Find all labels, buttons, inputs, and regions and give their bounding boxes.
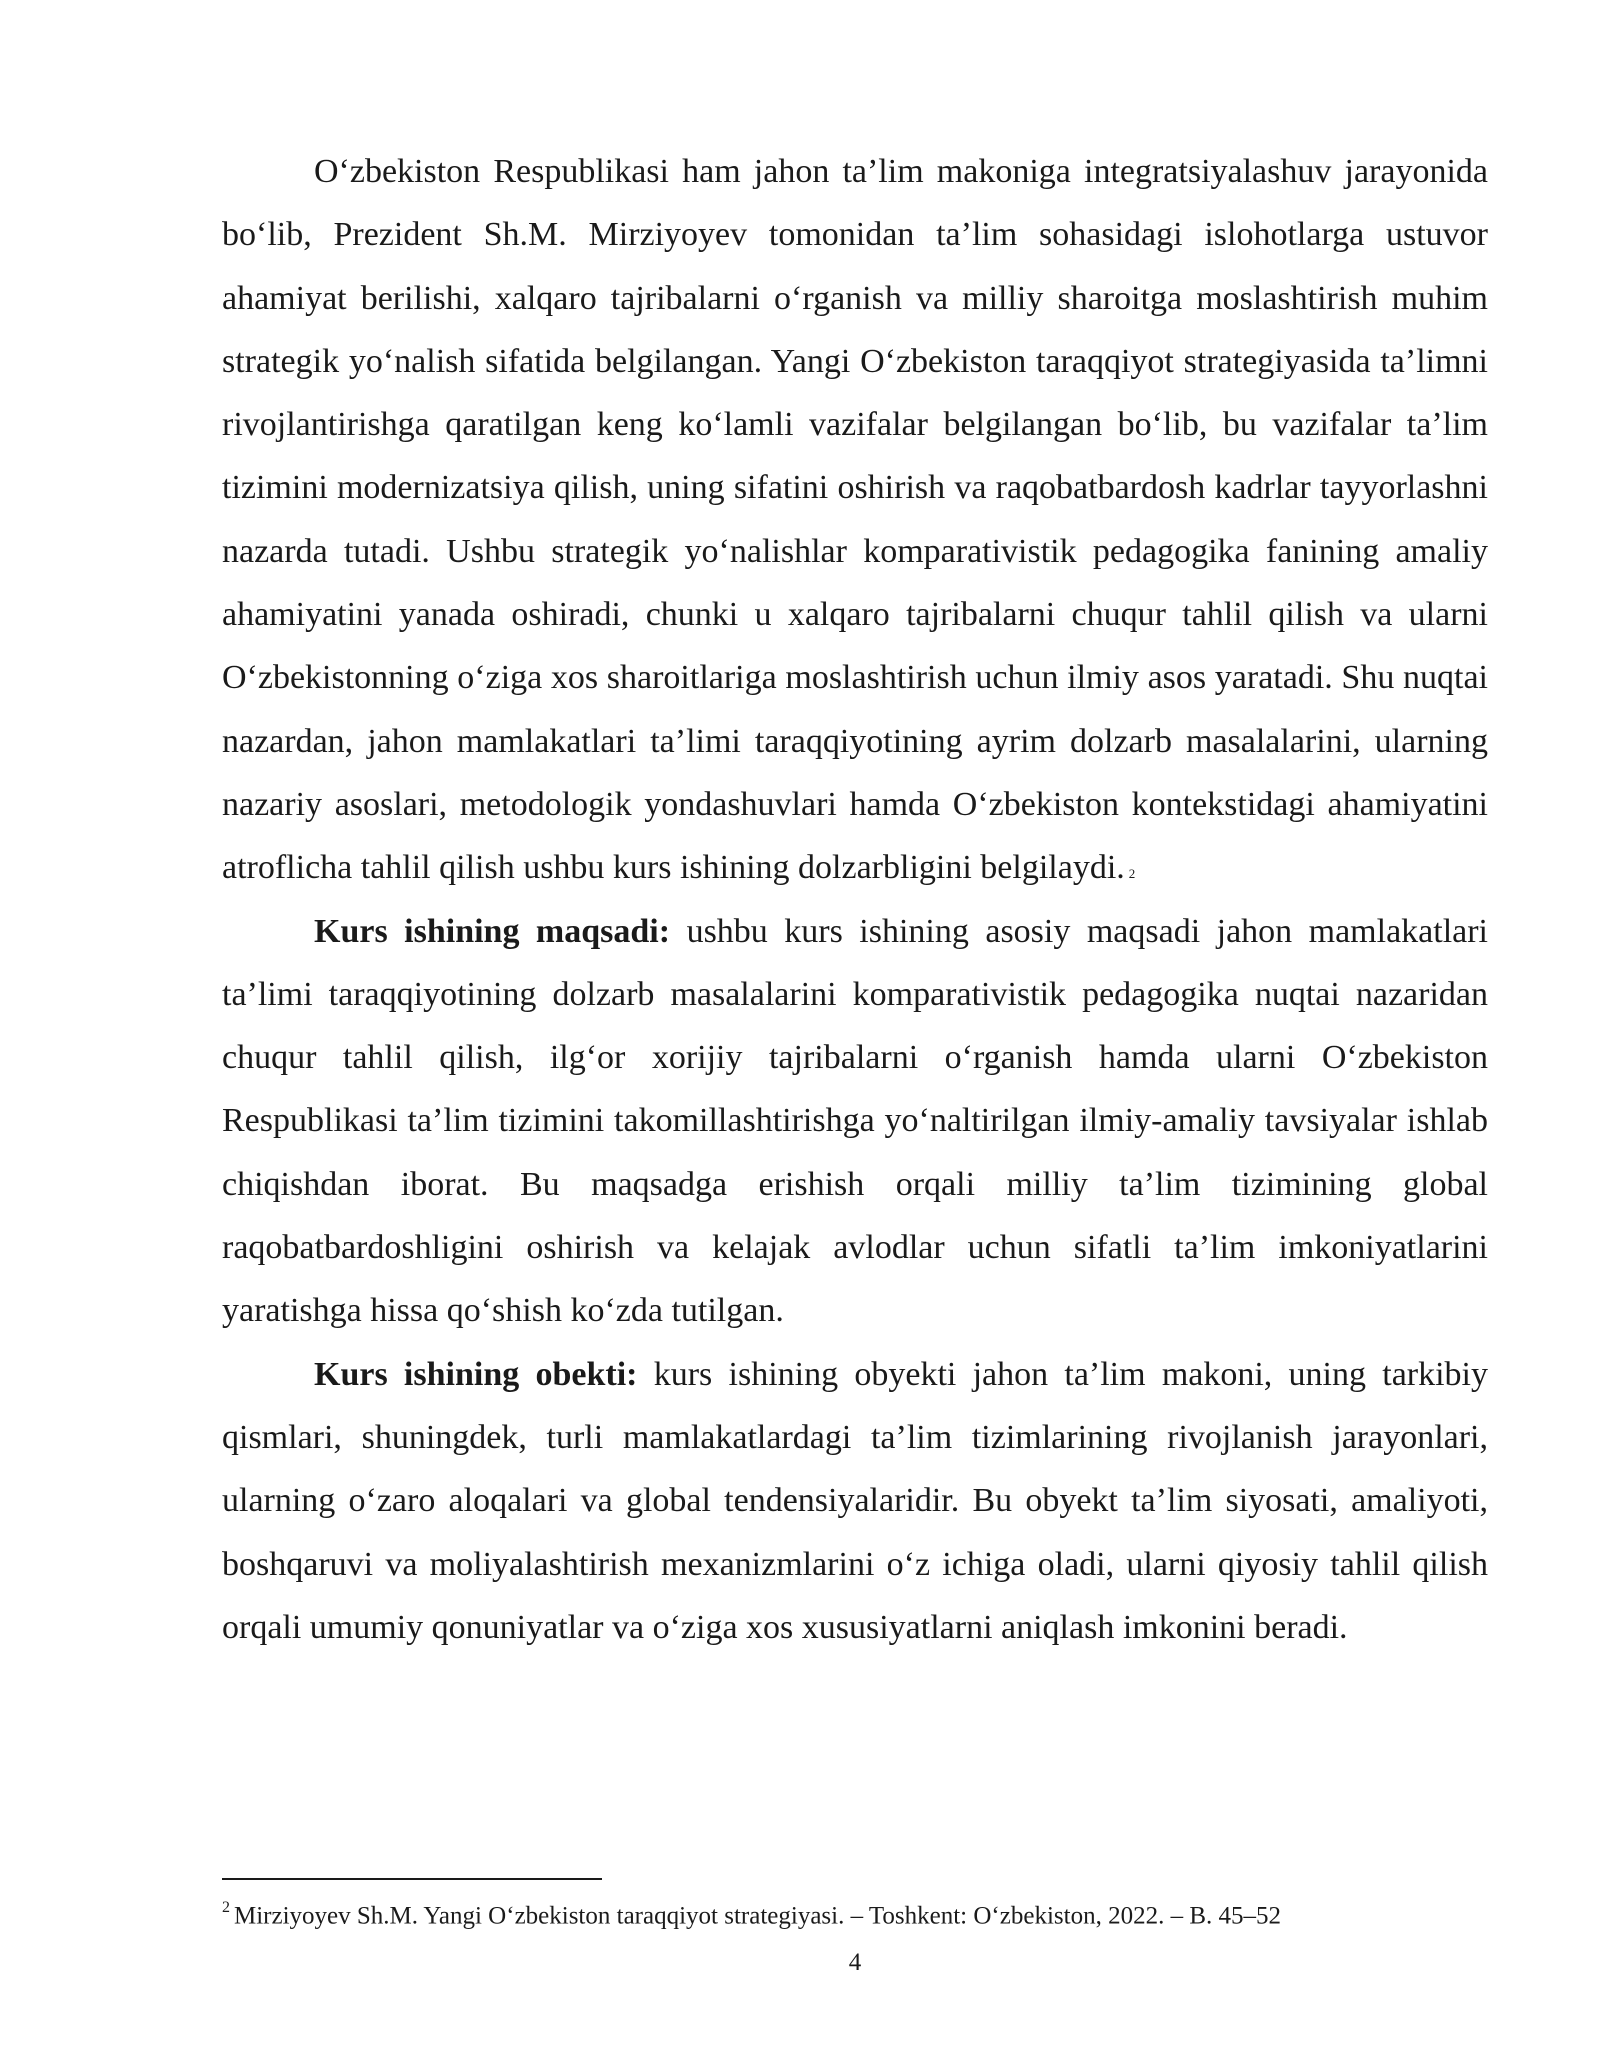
- footnote-number: 2: [222, 1899, 230, 1916]
- page-number: 4: [848, 1949, 862, 1976]
- goal-label: Kurs ishining maqsadi:: [314, 912, 671, 950]
- intro-text: O‘zbekiston Respublikasi ham jahon ta’lim makoniga integratsiyalashuv jarayonida bo‘lib, Prezident Sh.M. Mirziyoyev tomonidan ta’lim sohasidagi islohotlarga ustuvor ahamiyat berilishi, xalqaro tajribalarni o‘rganish va milliy sharoitga moslashtirish muhim strategik yo‘nalish sifatida belgilangan. Yangi O‘zbekiston taraqqiyot strategiyasida ta’limni rivojlantirishga qaratilgan keng ko‘lamli vazifalar belgilangan bo‘lib, bu vazifalar ta’lim tizimini modernizatsiya qilish, uning sifatini oshirish va raqobatbardosh kadrlar tayyorlashni nazarda tutadi. Ushbu strategik yo‘nalishlar komparativistik pedagogika fanining amaliy ahamiyatini yanada oshiradi, chunki u xalqaro tajribalarni chuqur tahlil qilish va ularni O‘zbekistonning o‘ziga xos sharoitlariga moslashtirish uchun ilmiy asos yaratadi. Shu nuqtai nazardan, jahon mamlakatlari ta’limi taraqqiyotining ayrim dolzarb masalalarini, ularning nazariy asoslari, metodologik yondashuvlari hamda O‘zbekiston kontekstidagi ahamiyatini atroflicha tahlil qilish ushbu kurs ishining dolzarbligini belgilaydi.: [222, 153, 1488, 887]
- object-label: Kurs ishining obekti:: [314, 1355, 638, 1393]
- body-text: [222, 140, 1488, 1659]
- goal-text: ushbu kurs ishining asosiy maqsadi jahon mamlakatlari ta’limi taraqqiyotining dolzarb masalalarini komparativistik pedagogika nuqtai nazaridan chuqur tahlil qilish, ilg‘or xorijiy tajribalarni o‘rganish hamda ularni O‘zbekiston Respublikasi ta’lim tizimini takomillashtirishga yo‘naltirilgan ilmiy-amaliy tavsiyalar ishlab chiqishdan iborat. Bu maqsadga erishish orqali milliy ta’lim tizimining global raqobatbardoshligini oshirish va kelajak avlodlar uchun sifatli ta’lim imkoniyatlarini yaratishga hissa qo‘shish ko‘zda tutilgan.: [222, 912, 1488, 1330]
- footnote-text: Mirziyoyev Sh.M. Yangi O‘zbekiston taraqqiyot strategiyasi. – Toshkent: O‘zbekiston, 2022. – B. 45–52: [234, 1902, 1281, 1930]
- intro-paragraph: [222, 140, 1488, 900]
- object-text: kurs ishining obyekti jahon ta’lim makoni, uning tarkibiy qismlari, shuningdek, turli mamlakatlardagi ta’lim tizimlarining rivojlanish jarayonlari, ularning o‘zaro aloqalari va global tendensiyalaridir. Bu obyekt ta’lim siyosati, amaliyoti, boshqaruvi va moliyalashtirish mexanizmlarini o‘z ichiga oladi, ularni qiyosiy tahlil qilish orqali umumiy qonuniyatlar va o‘ziga xos xususiyatlarni aniqlash imkonini beradi.: [222, 1355, 1488, 1646]
- footnote: [222, 1892, 1488, 1934]
- footnote-reference: 2: [1128, 866, 1136, 882]
- goal-paragraph: [222, 900, 1488, 1343]
- footnote-separator: [222, 1878, 602, 1880]
- object-paragraph: [222, 1343, 1488, 1659]
